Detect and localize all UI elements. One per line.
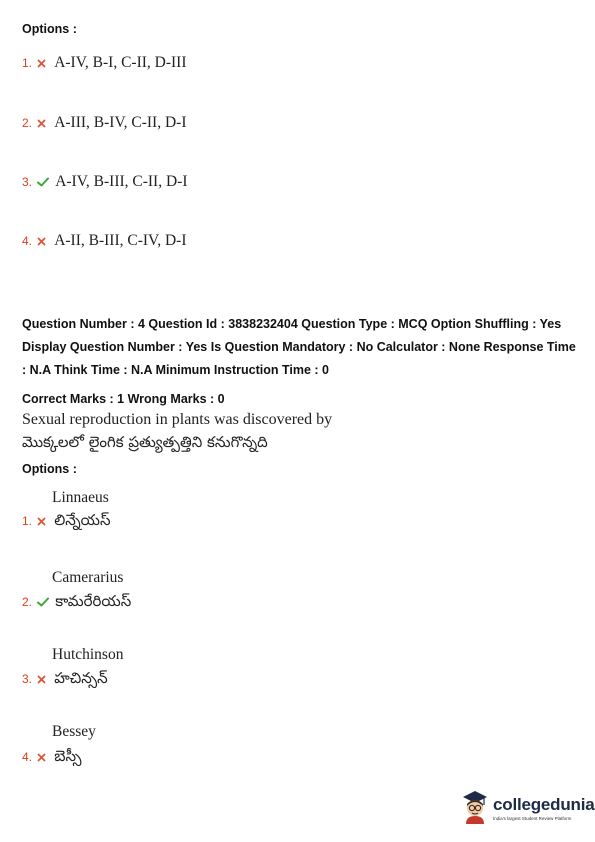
cross-icon xyxy=(37,231,46,250)
option-number: 4. xyxy=(22,750,33,764)
option-1-row xyxy=(22,510,110,533)
option-number: 3. xyxy=(22,175,33,189)
marks-info: Correct Marks : 1 Wrong Marks : 0 xyxy=(22,392,225,406)
option-2-en: Camerarius xyxy=(52,569,124,586)
option-3 xyxy=(22,171,188,191)
question-text-en: Sexual reproduction in plants was discovered by xyxy=(22,411,333,428)
collegedunia-logo xyxy=(460,788,595,828)
option-2-row xyxy=(22,591,131,614)
option-number: 2. xyxy=(22,116,33,130)
option-text: A-III, B-IV, C-II, D-I xyxy=(54,114,187,131)
mascot-icon xyxy=(460,788,490,828)
option-1-te: లిన్నేయస్ xyxy=(54,511,111,529)
option-4-row xyxy=(22,746,81,769)
meta-line-3: : N.A Think Time : N.A Minimum Instruction Time : 0 xyxy=(22,363,329,377)
option-3-te: హచిన్సన్ xyxy=(54,669,108,687)
logo-tagline: India's largest Student Review Platform xyxy=(493,816,572,821)
option-text: A-IV, B-III, C-II, D-I xyxy=(55,173,188,190)
option-4-te: బెస్సీ xyxy=(54,747,82,765)
meta-line-1: Question Number : 4 Question Id : 3838232404 Question Type : MCQ Option Shuffling : Yes xyxy=(22,317,562,331)
option-1 xyxy=(22,52,187,72)
option-2 xyxy=(22,112,187,132)
options-heading-2: Options : xyxy=(22,462,77,476)
option-4 xyxy=(22,230,187,250)
option-number: 1. xyxy=(22,514,33,528)
option-4-en: Bessey xyxy=(52,723,96,740)
option-text: A-II, B-III, C-IV, D-I xyxy=(54,232,187,249)
cross-icon xyxy=(37,53,46,72)
meta-line-2: Display Question Number : Yes Is Question Mandatory : No Calculator : None Response Time xyxy=(22,340,576,354)
option-3-en: Hutchinson xyxy=(52,646,124,663)
option-number: 4. xyxy=(22,234,33,248)
option-number: 2. xyxy=(22,595,33,609)
check-icon xyxy=(37,592,49,611)
logo-name: collegedunia xyxy=(493,795,595,814)
options-heading: Options : xyxy=(22,22,77,36)
option-text: A-IV, B-I, C-II, D-III xyxy=(54,54,187,71)
cross-icon xyxy=(37,113,46,132)
option-number: 3. xyxy=(22,672,33,686)
option-3-row xyxy=(22,668,108,691)
cross-icon xyxy=(37,747,46,766)
question-meta xyxy=(22,313,582,382)
option-2-te: కామరేరియస్ xyxy=(55,592,132,610)
check-icon xyxy=(37,172,49,191)
question-text-te: మొక్కలలో లైంగిక ప్రత్యుత్పత్తిని కనుగొన్నది xyxy=(22,433,268,451)
cross-icon xyxy=(37,669,46,688)
option-1-en: Linnaeus xyxy=(52,489,109,506)
option-number: 1. xyxy=(22,56,33,70)
cross-icon xyxy=(37,511,46,530)
